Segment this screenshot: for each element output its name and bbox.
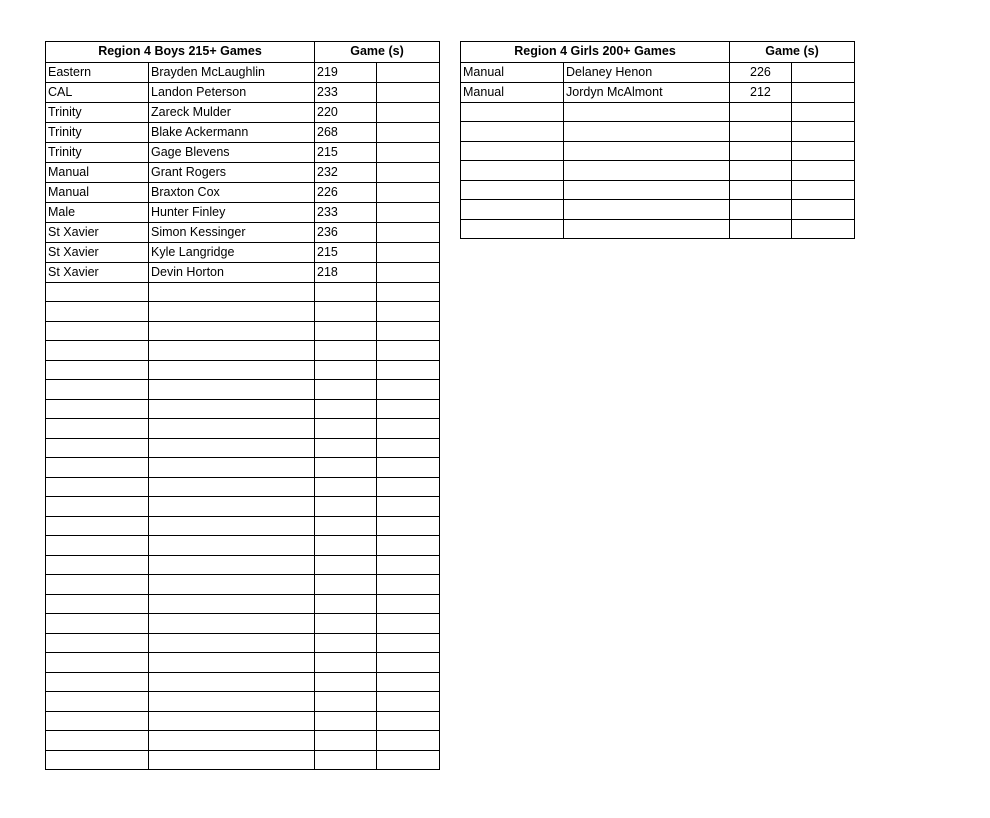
- girls-table-row: [461, 200, 855, 220]
- extra-game-cell: [377, 142, 440, 162]
- school-cell: [46, 477, 149, 497]
- score-cell: [315, 458, 377, 478]
- score-cell: [315, 399, 377, 419]
- extra-game-cell: [377, 614, 440, 634]
- school-cell: [46, 399, 149, 419]
- boys-table-row: [46, 614, 440, 634]
- score-cell: [315, 302, 377, 322]
- school-cell: [46, 555, 149, 575]
- extra-game-cell: [377, 162, 440, 182]
- school-cell: [46, 282, 149, 302]
- extra-game-cell: [377, 122, 440, 142]
- boys-table-row: [46, 633, 440, 653]
- boys-table-row: [46, 477, 440, 497]
- girls-table-row: [461, 180, 855, 200]
- boys-table-row: [46, 142, 440, 162]
- boys-table-row: [46, 672, 440, 692]
- boys-table-row: [46, 575, 440, 595]
- score-cell: [315, 536, 377, 556]
- extra-game-cell: [377, 302, 440, 322]
- school-cell: [461, 102, 564, 122]
- school-cell: [46, 594, 149, 614]
- extra-game-cell: [377, 731, 440, 751]
- bowler-name-cell: [564, 102, 730, 122]
- bowler-name-cell: [149, 692, 315, 712]
- bowler-name-cell: [149, 731, 315, 751]
- boys-table-row: [46, 222, 440, 242]
- extra-game-cell: [377, 692, 440, 712]
- boys-games-table: [45, 41, 440, 770]
- boys-table-row: [46, 122, 440, 142]
- extra-game-cell: [377, 594, 440, 614]
- school-cell: [46, 516, 149, 536]
- score-cell: [315, 672, 377, 692]
- girls-table-row: [461, 161, 855, 181]
- girls-games-table: [460, 41, 855, 239]
- score-cell: [315, 711, 377, 731]
- bowler-name-cell: Blake Ackermann: [149, 122, 315, 142]
- boys-table-title: Region 4 Boys 215+ Games: [46, 42, 315, 63]
- girls-table-row: [461, 102, 855, 122]
- boys-table-row: [46, 555, 440, 575]
- school-cell: [46, 653, 149, 673]
- bowler-name-cell: [564, 180, 730, 200]
- score-cell: 212: [730, 82, 792, 102]
- bowler-name-cell: [564, 219, 730, 239]
- extra-game-cell: [377, 341, 440, 361]
- score-cell: 236: [315, 222, 377, 242]
- score-cell: [315, 692, 377, 712]
- bowler-name-cell: [564, 200, 730, 220]
- score-cell: [315, 282, 377, 302]
- score-cell: [315, 594, 377, 614]
- extra-game-cell: [377, 711, 440, 731]
- score-cell: [730, 122, 792, 142]
- boys-table-row: [46, 302, 440, 322]
- school-cell: [46, 380, 149, 400]
- school-cell: Eastern: [46, 62, 149, 82]
- extra-game-cell: [792, 102, 855, 122]
- extra-game-cell: [377, 282, 440, 302]
- bowler-name-cell: [149, 594, 315, 614]
- bowler-name-cell: [149, 321, 315, 341]
- extra-game-cell: [377, 750, 440, 770]
- score-cell: [315, 614, 377, 634]
- score-cell: 226: [315, 182, 377, 202]
- school-cell: [46, 419, 149, 439]
- girls-header-row: [461, 42, 855, 63]
- school-cell: [46, 731, 149, 751]
- bowler-name-cell: Hunter Finley: [149, 202, 315, 222]
- extra-game-cell: [377, 419, 440, 439]
- extra-game-cell: [377, 222, 440, 242]
- score-cell: 219: [315, 62, 377, 82]
- extra-game-cell: [792, 161, 855, 181]
- school-cell: Manual: [461, 62, 564, 82]
- school-cell: [461, 161, 564, 181]
- score-cell: [315, 341, 377, 361]
- school-cell: [46, 711, 149, 731]
- boys-table-row: [46, 341, 440, 361]
- school-cell: [46, 497, 149, 517]
- bowler-name-cell: [564, 161, 730, 181]
- extra-game-cell: [377, 555, 440, 575]
- extra-game-cell: [377, 399, 440, 419]
- boys-table-row: [46, 162, 440, 182]
- boys-table-row: [46, 62, 440, 82]
- school-cell: Manual: [46, 182, 149, 202]
- boys-table-row: [46, 102, 440, 122]
- bowler-name-cell: [149, 750, 315, 770]
- bowler-name-cell: [149, 341, 315, 361]
- score-cell: 226: [730, 62, 792, 82]
- boys-table-row: [46, 750, 440, 770]
- extra-game-cell: [377, 458, 440, 478]
- extra-game-cell: [377, 575, 440, 595]
- score-cell: [315, 555, 377, 575]
- school-cell: [46, 438, 149, 458]
- score-cell: [315, 360, 377, 380]
- score-cell: [315, 497, 377, 517]
- score-cell: [315, 419, 377, 439]
- school-cell: Trinity: [46, 102, 149, 122]
- extra-game-cell: [377, 477, 440, 497]
- girls-table-row: [461, 141, 855, 161]
- bowler-name-cell: [149, 302, 315, 322]
- bowler-name-cell: Grant Rogers: [149, 162, 315, 182]
- score-cell: 215: [315, 142, 377, 162]
- score-cell: [315, 750, 377, 770]
- school-cell: [46, 536, 149, 556]
- school-cell: Trinity: [46, 142, 149, 162]
- bowler-name-cell: Kyle Langridge: [149, 242, 315, 262]
- extra-game-cell: [377, 82, 440, 102]
- school-cell: [46, 302, 149, 322]
- boys-games-header: Game (s): [315, 42, 440, 63]
- bowler-name-cell: Devin Horton: [149, 262, 315, 282]
- school-cell: [461, 180, 564, 200]
- score-cell: [315, 653, 377, 673]
- extra-game-cell: [377, 536, 440, 556]
- score-cell: [315, 731, 377, 751]
- school-cell: [46, 321, 149, 341]
- boys-table-row: [46, 262, 440, 282]
- girls-table-row: [461, 62, 855, 82]
- boys-table-row: [46, 594, 440, 614]
- boys-table-row: [46, 731, 440, 751]
- school-cell: [46, 672, 149, 692]
- score-cell: [730, 219, 792, 239]
- score-cell: 220: [315, 102, 377, 122]
- score-cell: 268: [315, 122, 377, 142]
- school-cell: Trinity: [46, 122, 149, 142]
- score-cell: 218: [315, 262, 377, 282]
- bowler-name-cell: [149, 419, 315, 439]
- school-cell: [46, 360, 149, 380]
- extra-game-cell: [377, 360, 440, 380]
- bowler-name-cell: Zareck Mulder: [149, 102, 315, 122]
- score-cell: 233: [315, 82, 377, 102]
- extra-game-cell: [377, 672, 440, 692]
- score-cell: [315, 516, 377, 536]
- boys-table-row: [46, 419, 440, 439]
- girls-table-row: [461, 219, 855, 239]
- bowler-name-cell: [149, 438, 315, 458]
- boys-table-row: [46, 321, 440, 341]
- boys-table-row: [46, 202, 440, 222]
- bowler-name-cell: Brayden McLaughlin: [149, 62, 315, 82]
- bowler-name-cell: [149, 477, 315, 497]
- boys-header-row: [46, 42, 440, 63]
- score-cell: [730, 141, 792, 161]
- girls-table-title: Region 4 Girls 200+ Games: [461, 42, 730, 63]
- bowler-name-cell: [149, 360, 315, 380]
- extra-game-cell: [377, 516, 440, 536]
- extra-game-cell: [377, 321, 440, 341]
- bowler-name-cell: [149, 653, 315, 673]
- score-cell: [730, 180, 792, 200]
- score-cell: 215: [315, 242, 377, 262]
- school-cell: [461, 122, 564, 142]
- girls-table-row: [461, 82, 855, 102]
- school-cell: CAL: [46, 82, 149, 102]
- school-cell: [46, 575, 149, 595]
- school-cell: [46, 633, 149, 653]
- score-cell: [315, 438, 377, 458]
- school-cell: St Xavier: [46, 242, 149, 262]
- boys-table-row: [46, 282, 440, 302]
- bowler-name-cell: Delaney Henon: [564, 62, 730, 82]
- bowler-name-cell: [564, 141, 730, 161]
- score-cell: [730, 102, 792, 122]
- school-cell: [461, 219, 564, 239]
- school-cell: [46, 750, 149, 770]
- bowler-name-cell: [149, 399, 315, 419]
- extra-game-cell: [792, 219, 855, 239]
- extra-game-cell: [377, 242, 440, 262]
- school-cell: St Xavier: [46, 222, 149, 242]
- school-cell: St Xavier: [46, 262, 149, 282]
- bowler-name-cell: [149, 672, 315, 692]
- extra-game-cell: [377, 633, 440, 653]
- school-cell: [46, 614, 149, 634]
- score-cell: [730, 161, 792, 181]
- extra-game-cell: [377, 262, 440, 282]
- extra-game-cell: [377, 202, 440, 222]
- bowler-name-cell: [149, 536, 315, 556]
- score-cell: [315, 633, 377, 653]
- school-cell: [461, 200, 564, 220]
- extra-game-cell: [377, 497, 440, 517]
- extra-game-cell: [377, 102, 440, 122]
- score-cell: [730, 200, 792, 220]
- bowler-name-cell: [149, 380, 315, 400]
- extra-game-cell: [792, 122, 855, 142]
- extra-game-cell: [377, 62, 440, 82]
- bowler-name-cell: Landon Peterson: [149, 82, 315, 102]
- school-cell: Manual: [46, 162, 149, 182]
- score-cell: 233: [315, 202, 377, 222]
- extra-game-cell: [792, 82, 855, 102]
- score-cell: [315, 321, 377, 341]
- boys-table-row: [46, 82, 440, 102]
- extra-game-cell: [377, 380, 440, 400]
- extra-game-cell: [792, 62, 855, 82]
- extra-game-cell: [377, 653, 440, 673]
- bowler-name-cell: [149, 282, 315, 302]
- bowler-name-cell: [149, 633, 315, 653]
- boys-table-row: [46, 360, 440, 380]
- boys-table-row: [46, 536, 440, 556]
- school-cell: [461, 141, 564, 161]
- extra-game-cell: [792, 180, 855, 200]
- boys-table-row: [46, 182, 440, 202]
- boys-table-row: [46, 458, 440, 478]
- boys-table-row: [46, 380, 440, 400]
- girls-table-row: [461, 122, 855, 142]
- school-cell: Male: [46, 202, 149, 222]
- school-cell: [46, 458, 149, 478]
- bowler-name-cell: [149, 575, 315, 595]
- boys-table-row: [46, 653, 440, 673]
- extra-game-cell: [792, 141, 855, 161]
- boys-table-row: [46, 438, 440, 458]
- bowler-name-cell: [149, 458, 315, 478]
- extra-game-cell: [377, 182, 440, 202]
- score-cell: [315, 477, 377, 497]
- bowler-name-cell: Braxton Cox: [149, 182, 315, 202]
- boys-table-row: [46, 711, 440, 731]
- score-cell: 232: [315, 162, 377, 182]
- school-cell: Manual: [461, 82, 564, 102]
- bowler-name-cell: [149, 497, 315, 517]
- bowler-name-cell: [149, 555, 315, 575]
- bowler-name-cell: [149, 516, 315, 536]
- school-cell: [46, 341, 149, 361]
- bowler-name-cell: Jordyn McAlmont: [564, 82, 730, 102]
- school-cell: [46, 692, 149, 712]
- bowler-name-cell: [149, 711, 315, 731]
- girls-table-body: [461, 62, 855, 239]
- boys-table-body: [46, 62, 440, 770]
- bowler-name-cell: Simon Kessinger: [149, 222, 315, 242]
- bowler-name-cell: [149, 614, 315, 634]
- score-cell: [315, 575, 377, 595]
- boys-table-row: [46, 516, 440, 536]
- bowler-name-cell: [564, 122, 730, 142]
- extra-game-cell: [792, 200, 855, 220]
- boys-table-row: [46, 242, 440, 262]
- boys-table-row: [46, 497, 440, 517]
- boys-table-row: [46, 692, 440, 712]
- boys-table-row: [46, 399, 440, 419]
- extra-game-cell: [377, 438, 440, 458]
- score-cell: [315, 380, 377, 400]
- bowler-name-cell: Gage Blevens: [149, 142, 315, 162]
- girls-games-header: Game (s): [730, 42, 855, 63]
